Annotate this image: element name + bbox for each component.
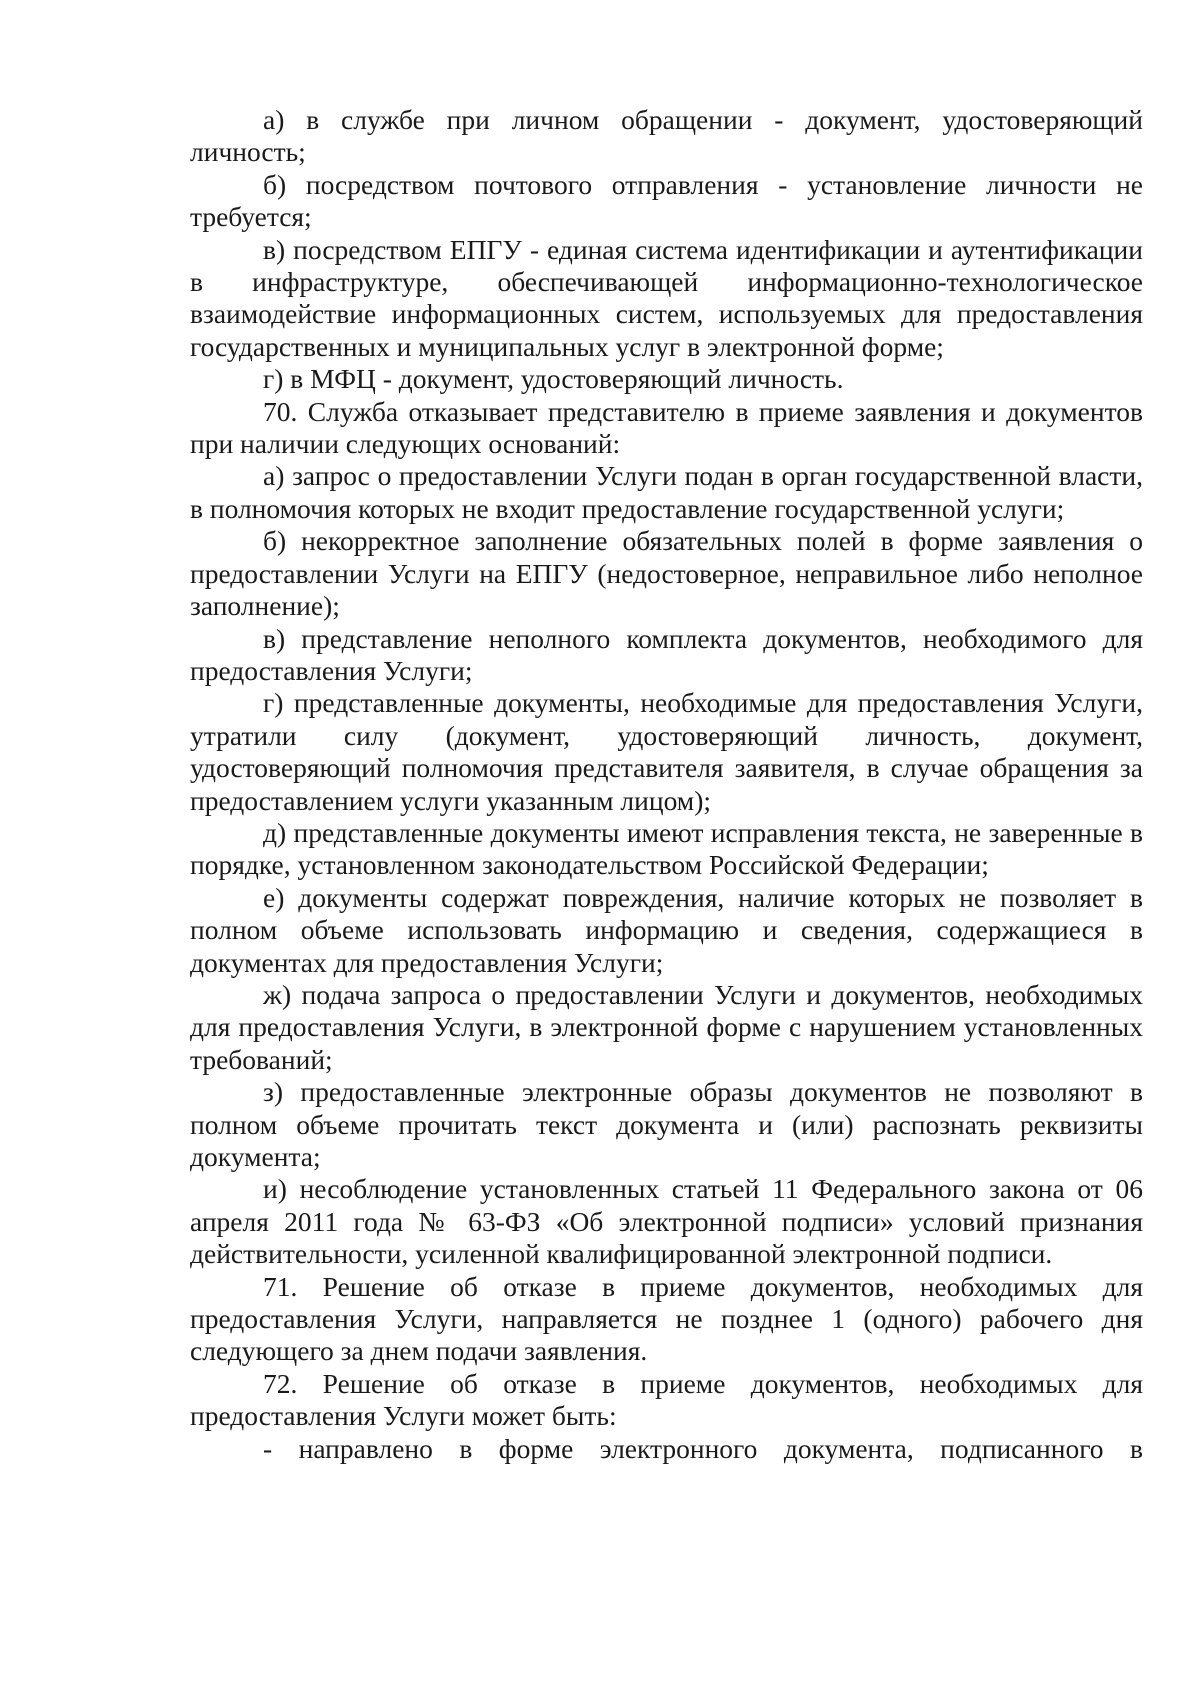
paragraph-70-d: д) представленные документы имеют исправления текста, не заверенные в порядке, установленном законодательством Российской Федерации; — [190, 816, 1143, 881]
paragraph-a-identity-in-person: а) в службе при личном обращении - документ, удостоверяющий личность; — [190, 104, 1143, 168]
paragraph-b-identity-by-mail: б) посредством почтового отправления - установление личности не требуется; — [190, 168, 1143, 233]
paragraph-71: 71. Решение об отказе в приеме документов, необходимых для предоставления Услуги, направляется не позднее 1 (одного) рабочего дня следующего за днем подачи заявления. — [190, 1270, 1143, 1367]
paragraph-70-g: г) представленные документы, необходимые для предоставления Услуги, утратили силу (документ, удостоверяющий личность, документ, удостоверяющий полномочия представителя заявителя, в случае обращения за предоставлением услуги указанным лицом); — [190, 687, 1143, 816]
paragraph-70-e: е) документы содержат повреждения, наличие которых не позволяет в полном объеме использовать информацию и сведения, содержащиеся в документах для предоставления Услуги; — [190, 881, 1143, 978]
paragraph-70-a: а) запрос о предоставлении Услуги подан в орган государственной власти, в полномочия которых не входит предоставление государственной услуги; — [190, 460, 1143, 524]
paragraph-72: 72. Решение об отказе в приеме документов, необходимых для предоставления Услуги может быть: — [190, 1367, 1143, 1432]
paragraph-70-i: и) несоблюдение установленных статьей 11 Федерального закона от 06 апреля 2011 года № 63-ФЗ «Об электронной подписи» условий признания действительности, усиленной квалифицированной электронной подписи. — [190, 1173, 1143, 1270]
paragraph-72-bullet: - направлено в форме электронного документа, подписанного в — [263, 1432, 1143, 1464]
paragraph-70-b: б) некорректное заполнение обязательных полей в форме заявления о предоставлении Услуги на ЕПГУ (недостоверное, неправильное либо неполное заполнение); — [190, 525, 1143, 622]
document-body — [190, 104, 1143, 1465]
paragraph-70-v: в) представление неполного комплекта документов, необходимого для предоставления Услуги; — [190, 622, 1143, 686]
paragraph-70-z: з) предоставленные электронные образы документов не позволяют в полном объеме прочитать текст документа и (или) распознать реквизиты документа; — [190, 1076, 1143, 1172]
paragraph-70-zh: ж) подача запроса о предоставлении Услуги и документов, необходимых для предоставления Услуги, в электронной форме с нарушением установленных требований; — [190, 978, 1143, 1075]
paragraph-v-identity-via-epgu: в) посредством ЕПГУ - единая система идентификации и аутентификации в инфраструктуре, обеспечивающей информационно-технологическое взаимодействие информационных систем, используемых для предоставления государственных и муниципальных услуг в электронной форме; — [190, 233, 1143, 362]
paragraph-g-identity-in-mfc: г) в МФЦ - документ, удостоверяющий личность. — [263, 363, 844, 395]
paragraph-70-refusal-grounds: 70. Служба отказывает представителю в приеме заявления и документов при наличии следующих оснований: — [190, 395, 1143, 460]
